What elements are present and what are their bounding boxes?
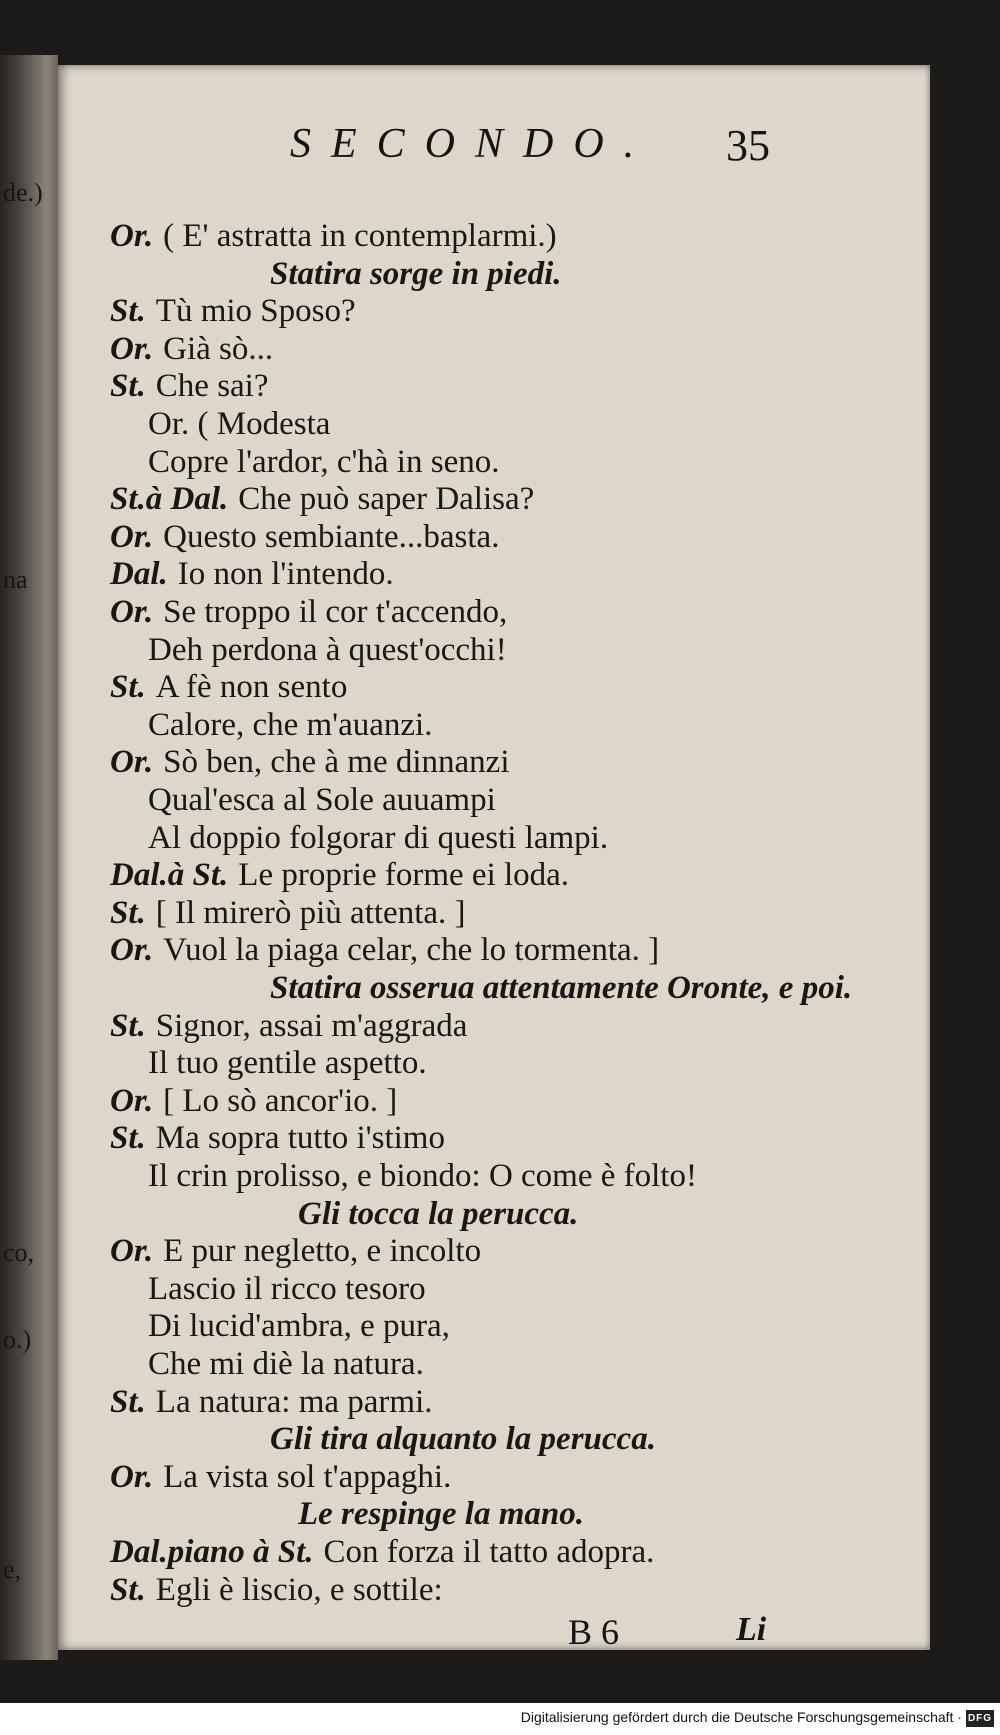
speaker-label: Dal.piano à St.	[110, 1534, 314, 1570]
stage-direction-text: Le respinge la mano.	[298, 1496, 584, 1533]
dfg-logo: DFG	[966, 1710, 994, 1727]
dialogue-line	[110, 1383, 433, 1421]
line-text: Vuol la piaga celar, che lo tormenta. ]	[163, 932, 660, 969]
speaker-label: Or.	[110, 1082, 154, 1119]
speaker-label: Dal.	[110, 556, 168, 593]
speaker-label: St.	[110, 894, 146, 931]
line-text: A fè non sento	[155, 669, 348, 706]
dialogue-line	[110, 217, 557, 255]
line-text: Il tuo gentile aspetto.	[148, 1045, 427, 1082]
line-text: La vista sol t'appaghi.	[163, 1458, 452, 1495]
line-text: Calore, che m'auanzi.	[148, 706, 433, 743]
dialogue-line	[110, 518, 499, 556]
running-head: SECONDO.	[290, 121, 655, 167]
line-text: ( E' astratta in contemplarmi.)	[163, 218, 557, 254]
speaker-label: Or.	[110, 1458, 154, 1495]
line-text: E pur negletto, e incolto	[163, 1233, 482, 1270]
line-text: Deh perdona à quest'occhi!	[148, 631, 507, 668]
dialogue-line	[110, 480, 534, 518]
dialogue-line	[110, 856, 569, 894]
dialogue-line	[110, 1533, 654, 1571]
dialogue-line	[110, 931, 659, 969]
dialogue-line	[110, 330, 273, 368]
dialogue-line	[110, 1007, 467, 1045]
line-text: Le proprie forme ei loda.	[238, 857, 570, 894]
speaker-label: St.	[110, 368, 146, 405]
stage-direction	[270, 1420, 656, 1458]
dialogue-line	[110, 1458, 451, 1496]
line-text: Che mi diè la natura.	[148, 1346, 424, 1382]
gutter-text-fragment: de.)	[3, 178, 43, 207]
line-text: Il crin prolisso, e biondo: O come è folto!	[148, 1158, 697, 1194]
dialogue-line	[110, 1232, 481, 1270]
line-text: [ Il mirerò più attenta. ]	[155, 894, 466, 931]
line-text: Che sai?	[155, 368, 269, 405]
speaker-label: Or.	[110, 330, 154, 367]
line-text: Con forza il tatto adopra.	[323, 1534, 655, 1570]
digitization-footer	[0, 1703, 1000, 1735]
dialogue-line	[148, 1157, 697, 1195]
stage-direction-text: Statira sorge in piedi.	[270, 255, 562, 292]
line-text: La natura: ma parmi.	[155, 1383, 433, 1420]
line-text: Questo sembiante...basta.	[163, 518, 500, 555]
dialogue-line	[148, 1345, 424, 1383]
gutter-text-fragment: na	[3, 565, 28, 594]
dialogue-line	[148, 1044, 427, 1082]
speaker-label: St.	[110, 669, 146, 706]
speaker-label: Or.	[110, 1233, 154, 1270]
catchword: Li	[736, 1611, 767, 1648]
speaker-label: St.	[110, 1383, 146, 1420]
gutter-text-fragment: o.)	[3, 1325, 32, 1354]
speaker-label: Or.	[110, 932, 154, 969]
dialogue-line	[148, 819, 608, 857]
line-text: Sò ben, che à me dinnanzi	[163, 744, 510, 781]
speaker-label: Or.	[110, 218, 154, 254]
line-text: Or. ( Modesta	[148, 406, 331, 442]
dialogue-line	[148, 781, 496, 819]
dialogue-line	[110, 1571, 443, 1609]
page-number: 35	[726, 121, 770, 170]
speaker-label: Or.	[110, 594, 154, 630]
gutter-text-fragment: e,	[3, 1555, 22, 1584]
dialogue-line	[148, 443, 499, 481]
dialogue-line	[110, 555, 394, 593]
dialogue-line	[110, 743, 510, 781]
previous-page-gutter	[0, 55, 58, 1660]
stage-direction-text: Gli tira alquanto la perucca.	[270, 1421, 656, 1458]
speaker-label: Or.	[110, 744, 154, 781]
funding-credit: Digitalisierung gefördert durch die Deutsche Forschungsgemeinschaft ·	[520, 1709, 962, 1725]
dialogue-line	[110, 1082, 397, 1120]
speaker-label: Dal.à St.	[110, 857, 229, 894]
stage-direction	[270, 255, 562, 293]
line-text: Che può saper Dalisa?	[238, 481, 535, 518]
dialogue-line	[148, 1307, 450, 1345]
line-text: [ Lo sò ancor'io. ]	[163, 1082, 398, 1119]
line-text: Ma sopra tutto i'stimo	[155, 1120, 445, 1157]
line-text: Lascio il ricco tesoro	[148, 1270, 426, 1307]
speaker-label: St.	[110, 1571, 146, 1608]
line-text: Già sò...	[163, 330, 274, 367]
dialogue-lines	[58, 65, 930, 1650]
stage-direction	[298, 1195, 578, 1233]
line-text: Egli è liscio, e sottile:	[155, 1571, 443, 1608]
dialogue-line	[110, 668, 347, 706]
speaker-label: St.	[110, 293, 146, 330]
signature-mark: B 6	[568, 1612, 620, 1652]
dialogue-line	[110, 367, 269, 405]
gutter-text-fragment: co,	[3, 1238, 35, 1267]
stage-direction-text: Statira osserua attentamente Oronte, e poi.	[270, 970, 853, 1006]
stage-direction-text: Gli tocca la perucca.	[298, 1195, 579, 1232]
line-text: Qual'esca al Sole auuampi	[148, 782, 496, 818]
book-page	[58, 65, 930, 1650]
line-text: Di lucid'ambra, e pura,	[148, 1308, 450, 1345]
stage-direction	[270, 969, 852, 1007]
line-text: Signor, assai m'aggrada	[155, 1007, 468, 1044]
speaker-label: St.	[110, 1120, 146, 1157]
stage-direction	[298, 1495, 584, 1533]
line-text: Io non l'intendo.	[177, 556, 394, 593]
line-text: Al doppio folgorar di questi lampi.	[148, 819, 609, 856]
line-text: Se troppo il cor t'accendo,	[163, 594, 508, 630]
dialogue-line	[110, 292, 356, 330]
speaker-label: St.	[110, 1007, 146, 1044]
dialogue-line	[148, 1270, 426, 1308]
dialogue-line	[110, 894, 466, 932]
line-text: Copre l'ardor, c'hà in seno.	[148, 443, 500, 480]
dialogue-line	[110, 1119, 445, 1157]
dialogue-line	[148, 631, 507, 669]
dialogue-line	[110, 593, 507, 631]
speaker-label: Or.	[110, 518, 154, 555]
dialogue-line	[148, 706, 432, 744]
line-text: Tù mio Sposo?	[155, 293, 356, 330]
dialogue-line	[148, 405, 330, 443]
speaker-label: St.à Dal.	[110, 481, 229, 518]
